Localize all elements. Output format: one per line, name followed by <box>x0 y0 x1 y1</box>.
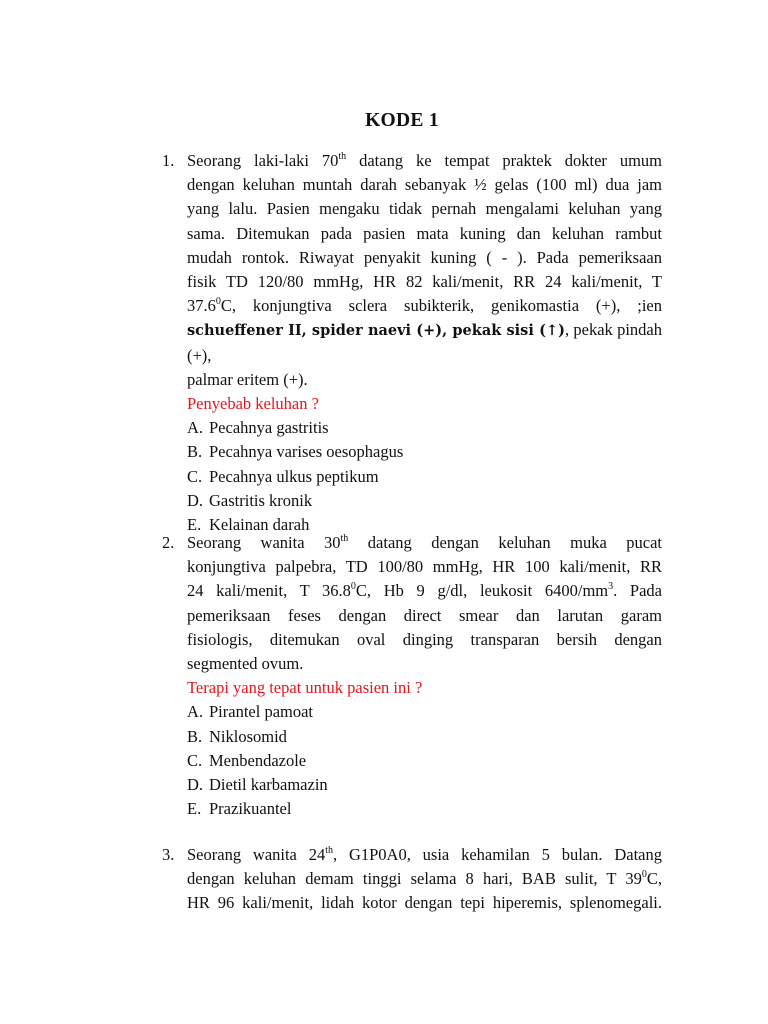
superscript: 3 <box>608 581 614 593</box>
option-text: Menbendazole <box>209 750 307 770</box>
question-stem <box>187 531 662 676</box>
stem-line <box>187 652 662 676</box>
stem-text: C, konjungtiva sclera subikterik, genikomastia (+), ;ien <box>220 296 662 316</box>
stem-text: segmented ovum. <box>187 654 304 674</box>
question-number: 1. <box>162 151 175 170</box>
stem-line <box>187 555 662 579</box>
answer-option <box>187 489 662 513</box>
answer-option <box>187 700 662 724</box>
stem-text: datang dengan keluhan muka pucat <box>348 533 662 552</box>
option-label: B. <box>187 442 203 462</box>
superscript: 0 <box>641 869 647 881</box>
option-text: Gastritis kronik <box>209 490 313 510</box>
answer-option <box>187 416 662 440</box>
option-text: Pecahnya varises oesophagus <box>209 442 404 462</box>
page-title: KODE 1 <box>365 110 439 131</box>
superscript: 0 <box>215 296 221 308</box>
stem-text: dengan keluhan muntah darah sebanyak ½ gelas (100 ml) dua jam <box>187 175 662 195</box>
stem-text: fisiologis, ditemukan oval dinging transparan bersih dengan <box>187 629 662 649</box>
question-3 <box>162 843 662 916</box>
option-label: A. <box>187 702 204 722</box>
stem-line <box>187 318 662 367</box>
option-text: Prazikuantel <box>209 799 292 819</box>
option-label: D. <box>187 775 204 795</box>
bold-text: schueffener II, spider naevi (+), pekak sisi (↑) <box>187 322 565 340</box>
option-text: Kelainan darah <box>209 515 310 535</box>
option-label: E. <box>187 799 202 819</box>
stem-text: C, <box>646 869 662 889</box>
answer-option <box>187 440 662 464</box>
question-2 <box>162 531 662 821</box>
question-stem <box>187 843 662 916</box>
option-text: Pirantel pamoat <box>209 702 314 722</box>
question-body <box>187 843 662 916</box>
answer-options <box>187 700 662 821</box>
stem-line <box>187 531 662 555</box>
stem-line <box>187 368 662 392</box>
stem-line <box>187 197 662 221</box>
stem-line <box>187 246 662 270</box>
answer-option <box>187 725 662 749</box>
stem-line <box>187 604 662 628</box>
option-label: C. <box>187 466 203 486</box>
stem-line <box>187 628 662 652</box>
stem-line <box>187 149 662 173</box>
option-text: Pecahnya ulkus peptikum <box>209 466 379 486</box>
stem-line <box>187 579 662 603</box>
stem-text: datang ke tempat praktek dokter umum <box>346 151 662 170</box>
option-text: Dietil karbamazin <box>209 775 328 795</box>
stem-text: palmar eritem (+). <box>187 369 308 389</box>
stem-text: . Pada <box>613 581 662 601</box>
option-label: E. <box>187 515 202 535</box>
stem-text: Seorang wanita 30 <box>187 533 341 552</box>
stem-text: HR 96 kali/menit, lidah kotor dengan tepi hiperemis, splenomegali. <box>187 893 662 913</box>
stem-text: dengan keluhan demam tinggi selama 8 hari, BAB sulit, T 39 <box>187 869 642 889</box>
stem-text: , G1P0A0, usia kehamilan 5 bulan. Datang <box>333 845 662 864</box>
option-text: Pecahnya gastritis <box>209 418 329 438</box>
stem-line <box>187 867 662 891</box>
option-label: C. <box>187 750 203 770</box>
stem-text: , pekak pindah (+), <box>187 320 662 365</box>
answer-option <box>187 797 662 821</box>
stem-text: Seorang wanita 24 <box>187 845 326 864</box>
stem-text: fisik TD 120/80 mmHg, HR 82 kali/menit, RR 24 kali/menit, T <box>187 272 662 292</box>
stem-text: sama. Ditemukan pada pasien mata kuning dan keluhan rambut <box>187 223 662 243</box>
question-number: 2. <box>162 533 175 552</box>
question-1 <box>162 149 662 537</box>
answer-option <box>187 773 662 797</box>
stem-line <box>187 222 662 246</box>
stem-text: yang lalu. Pasien mengaku tidak pernah mengalami keluhan yang <box>187 199 662 219</box>
superscript: th <box>325 845 333 856</box>
option-text: Niklosomid <box>209 726 287 746</box>
question-stem <box>187 149 662 392</box>
question-prompt: Penyebab keluhan ? <box>187 394 319 414</box>
question-body <box>187 149 662 537</box>
answer-options <box>187 416 662 537</box>
superscript: th <box>338 151 347 162</box>
stem-line <box>187 891 662 915</box>
stem-text: 24 kali/menit, T 36.8 <box>187 581 351 601</box>
stem-text: C, Hb 9 g/dl, leukosit 6400/mm <box>355 581 609 601</box>
superscript: 0 <box>350 581 356 593</box>
stem-line <box>187 294 662 318</box>
question-body <box>187 531 662 821</box>
question-prompt: Terapi yang tepat untuk pasien ini ? <box>187 678 423 698</box>
stem-text: konjungtiva palpebra, TD 100/80 mmHg, HR 100 kali/menit, RR <box>187 557 662 577</box>
stem-text: mudah rontok. Riwayat penyakit kuning ( - ). Pada pemeriksaan <box>187 247 662 267</box>
answer-option <box>187 749 662 773</box>
stem-line <box>187 270 662 294</box>
stem-line <box>187 173 662 197</box>
question-number: 3. <box>162 845 175 864</box>
stem-text: pemeriksaan feses dengan direct smear dan larutan garam <box>187 605 662 625</box>
stem-text: 37.6 <box>187 296 216 316</box>
stem-line <box>187 843 662 867</box>
option-label: B. <box>187 726 203 746</box>
option-label: D. <box>187 490 204 510</box>
stem-text: Seorang laki-laki 70 <box>187 151 339 170</box>
option-label: A. <box>187 418 204 438</box>
answer-option <box>187 465 662 489</box>
superscript: th <box>340 533 349 544</box>
